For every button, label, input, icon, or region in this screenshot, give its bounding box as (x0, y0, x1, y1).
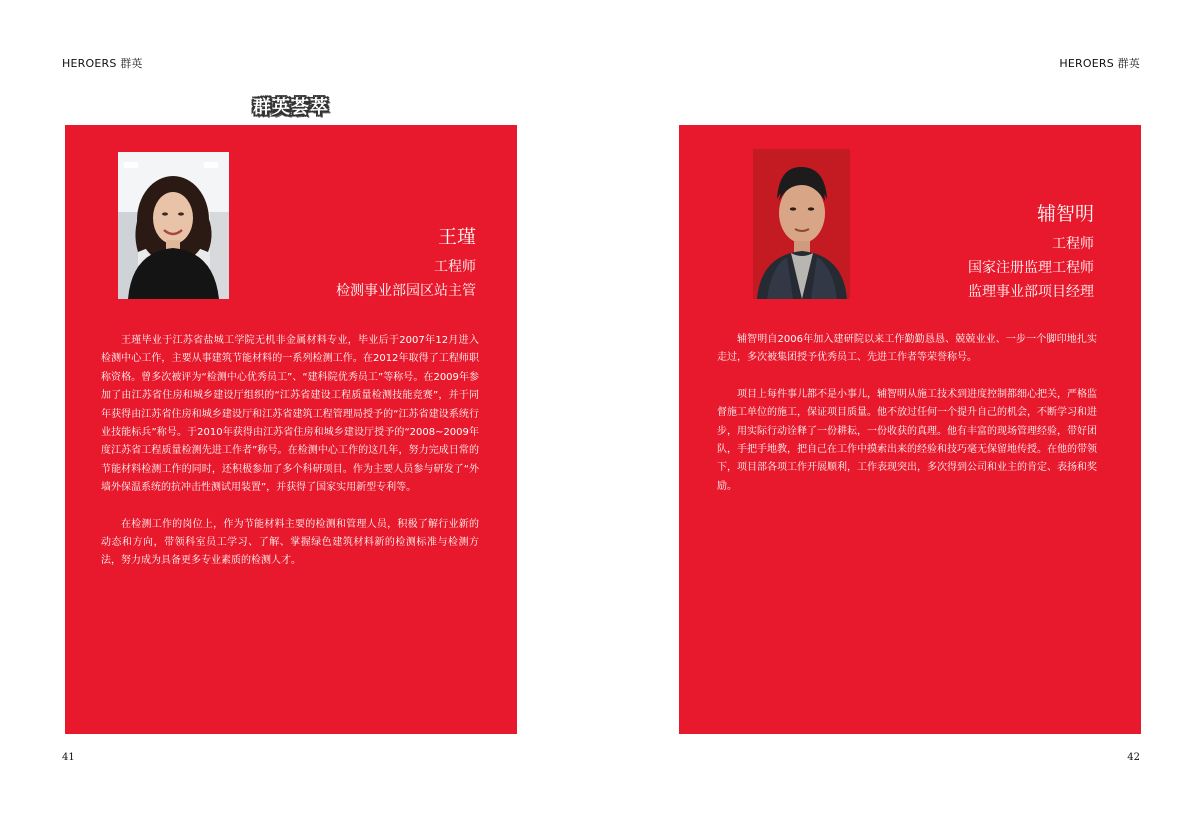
profile-panel-left (65, 125, 517, 734)
bio-paragraph: 在检测工作的岗位上，作为节能材料主要的检测和管理人员，积极了解行业新的动态和方向，带领科室员工学习、了解、掌握绿色建筑材料新的检测标准与检测方法，努力成为具备更多专业素质的检测人才。 (101, 518, 479, 567)
bio-text-right (717, 331, 1097, 514)
running-head-right: HEROERS 群英 (1059, 57, 1140, 70)
profile-info-left (336, 223, 476, 303)
person-title: 工程师 (434, 259, 476, 275)
person-name: 王瑾 (437, 226, 476, 248)
section-title: 群英荟萃 (253, 97, 329, 118)
person-name: 辅智明 (1036, 203, 1094, 225)
person-certification: 国家注册监理工程师 (968, 260, 1094, 276)
profile-info-right (968, 200, 1094, 304)
page-number-right: 42 (1127, 752, 1140, 763)
person-position: 检测事业部园区站主管 (336, 283, 476, 299)
bio-paragraph: 王瑾毕业于江苏省盐城工学院无机非金属材料专业，毕业后于2007年12月进入检测中心工作，主要从事建筑节能材料的一系列检测工作。在2012年取得了工程师职称资格。曾多次被评为“检测中心优秀员工”、“建科院优秀员工”等称号。在2009年参加了由江苏省住房和城乡建设厅组织的“江苏省建设工程质量检测技能竞赛”，并于同年获得由江苏省住房和城乡建设厅和江苏省建筑工程管理局授予的“江苏省建设系统行业技能标兵”称号。于2010年获得由江苏省住房和城乡建设厅授予的“2008~2009年度江苏省工程质量检测先进工作者”称号。在检测中心工作的这几年，努力完成日常的节能材料检测工作的同时，还积极参加了多个科研项目。作为主要人员参与研发了“外墙外保温系统的抗冲击性测试用装置”，并获得了国家实用新型专利等。 (101, 335, 479, 494)
bio-text-left (101, 332, 479, 589)
portrait-photo-right (753, 149, 850, 299)
portrait-photo-left (118, 152, 229, 299)
page-number-left: 41 (62, 752, 75, 763)
bio-paragraph: 项目上每件事儿都不是小事儿，辅智明从施工技术到进度控制都细心把关，严格监督施工单位的施工，保证项目质量。他不放过任何一个提升自己的机会，不断学习和进步，用实际行动诠释了一份耕耘，一份收获的真理。他有丰富的现场管理经验，带好团队，手把手地教，把自己在工作中摸索出来的经验和技巧毫无保留地传授。在他的带领下，项目部各项工作开展顺利，工作表现突出，多次得到公司和业主的肯定、表扬和奖励。 (717, 388, 1097, 492)
running-head-left: HEROERS 群英 (62, 57, 143, 70)
person-title: 工程师 (1052, 236, 1094, 252)
bio-paragraph: 辅智明自2006年加入建研院以来工作勤勤恳恳、兢兢业业、一步一个脚印地扎实走过，多次被集团授予优秀员工、先进工作者等荣誉称号。 (717, 334, 1097, 364)
profile-panel-right (679, 125, 1141, 734)
person-position: 监理事业部项目经理 (968, 284, 1094, 300)
